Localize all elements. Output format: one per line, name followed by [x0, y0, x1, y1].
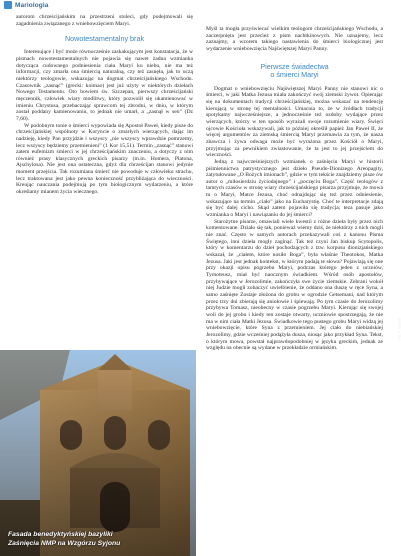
right-intro-paragraph: Myśl ta mogła przyświecać wielkim teologom chrześcijańskiego Wschodu, a zaczerpnięta jest przecież z pism nachtkinowych. Nie uznajemy, lecz zaznajmy, a wzorem takiego nastawienia do śmierci biologicznej jest wydarzenie wniebowzięcia Najświętszej Maryi Panny.: [206, 26, 383, 52]
basilica-photo: [0, 350, 196, 556]
photo-credit: Fot. A. Bialek: [397, 318, 401, 341]
left-intro-paragraph: autorom chrześcijańskim na przestrzeni stuleci, gdy podejmowali się zagadnienia związanego z wniebowzięciem Maryi.: [16, 14, 193, 27]
right-paragraph-2: Jedną z najwcześniejszych wzmianek o zaśnięciu Maryi w historii piśmiennictwa patrystycznego jest dzieło Pseudo-Dionizego Areopagity, zatytułowane „O Bożych imionach”, gdzie w tym tekście znajdziemy pisze ów autor o „miłosierdziu życiodajnego” i „poczęciu Boga”. Część teologów z tamtych czasów w stronę wiary chrześcijańskiego pisarza przyjmuje, że mowa tu o Maryi, Matce Jezusa, choć odnajdując się też przez odniesienie, wskazujące na termin „ciało” jako na Eucharystię. Choć te interpretacje zdają się być dalej cicho. Skąd zatem pojawiła się tradycja; teza pasuje jako wzmianka o Maryi i nawiązaniu do jej śmierci?: [206, 158, 383, 219]
section-label: Mariologia: [15, 1, 49, 9]
photo-caption: [8, 531, 120, 548]
basilica-illustration: [0, 350, 196, 556]
section-square-icon: [4, 1, 12, 9]
right-paragraph-3: Starożytne pisarze, omawiali wiele kwestii z różne dzieła były przez nich komentowane. Działo się tak, ponieważ wiemy dziś, że niektórzy z nich mogli nie znać. Często w samych autorach przekazywali coś z kanonu Pisma Świętego, inni dzieła mogły zaginąć. Tak też czyni Jan biskup Scytopolis, który w komentarzu do dzieł pochodzących z tzw. korpusu dionizjańskiego wskazał, że „ciałem, które nosiło Boga”, była właśnie Theotokos, Matka Jezusa. Jaki jest jednak kontekst, w którym padają te słowa? Pojawiają się one przy okazji opisu pogrzebu Maryi, podczas którego jeden z uczniów, Tymoteusz, miał być naocznym świadkiem. Wśród osób apostołów, przybywające w Jerozolimie, zakończyła swe życie ziemskie. Zebrani wokół niej Judzie mogli zobaczyć uwielbienie, że oddano ona duszę w ręce Syna, a samo zaśnięte Zostaje złożona do grobu w ogrodzie Getsemani, nad którym przez trzy dni zbierają się aniołowie i śpiewają. Po tym czasie do Jerozolimy przybywa Tomasz, nieobecny w czasie pogrzebu Maryi. Kierując się swojej woli do jej grobu i kiedy ten zostaje otwarty, uczniowie spostrzegają, że nie ma w nim ciała Matki Jezusa. Świadkowie tego pustego grobu Maryi widzą jej wniebowzięcie, które Syna z przemieniem. Jej ciało do niebiańskiej Jerozolimy, gdzie wcześniej podążyła dusza, niosąc jako przykład Syna. Tekst, o którym mowa, powstał najprawdopodobniej w języku greckim, jednak ze względu na obecnie są wydane w przekładzie ormiańskim.: [206, 218, 383, 352]
left-column: [16, 14, 193, 196]
photo-caption-line-2: Zaśnięcia NMP na Wzgórzu Syjonu: [8, 539, 121, 547]
photo-caption-line-1: Fasada benedyktyńskiej bazyliki: [8, 531, 113, 539]
right-section-heading: [206, 63, 383, 79]
right-heading-line-2: o śmierci Maryi: [270, 69, 319, 79]
right-column: [206, 26, 383, 352]
right-heading-line-1: Pierwsze świadectwa: [260, 61, 329, 71]
section-header: [0, 0, 400, 10]
left-section-heading: Nowotestamentalny brak: [64, 34, 145, 44]
left-paragraph-1: Interesujące i być może równocześnie zaskakującym jest konstatacja, że w pismach nowotestamentalnych nie pojawia się nawet żadna wzmianka dotycząca cudownego podniesienia ciała Maryi ku niebu, nie ma też informacji, czy zmarła ona śmiercią naturalną, czy też zasnęła, jak to uczą niektórzy teologowie, wskazując na dogmat chrześcijańskiego Wschodu. Czasownik „zasnąć” (grecki: koimao) jest już użyty w niektórych dziełach Nowego Testamentu. Oto bowiem św. Szczepan, pierwszy chrześcijański męczennik, człowiek wiary modlitwy, który pozwolił się ukamienować w imieniu Chrystusa, przebaczając sprawcom tej zbrodni, w dniu, w którym został poddany kamienowaniu, to jednak nie umarł, a „zasnął w sen” (Dz 7,60).: [16, 49, 193, 122]
right-paragraph-1: Dogmat o wniebowzięciu Najświętszej Maryi Panny nie stanowi nic o śmierci, w jaki Matka Jezusa miała zakończyć swój ziemski żywot. Opierając się na dokumentach tradycji chrześcijańskiej, można wskazać na tendencję kierującą w stronę tej mentalności. Umacnia to, że w źródłach tradycji spotykamy najwcześniejsze, a jednocześnie też ozdoby wydające przez wierzących, którzy w ten sposób wyrażali swoje rozumienie wiary. Święci ojcowie Kościoła wskazywali, jak to później określił papież Jan Paweł II, że więcej argumentów za ziemską śmiercią Maryi przemawia za tym, że nasza zbawcza i żywa odwaga może być wyrażona przez Kościół o Maryi, przyjmując za pewnikiem zwiastowanie, że ta jest to jej przejściem do wieczności.: [206, 85, 383, 159]
left-paragraph-2: W podobnym tonie o śmierci wypowiada się Apostoł Paweł, kiedy pisze do chrześcijańskiej wspólnoty w Koryncie o zmarłych wierzących, dając im nadzieję, kiedy Pan przyjdzie i wszyscy „nie wszyscy wprawdzie pomrzemy, lecz wszyscy będziemy przemienieni” (1 Kor 15,51). Termin „zasnąć” stanowi zatem eufemizm śmierci w jej chrześcijańskim znaczeniu, a dotyczy z nim również prasy klasycznych greckich pisarzy (m.in. Homera, Platona, Ajschylosa). Nie jest ona ostateczna, gdyż dla chrześcijan stanowi jedynie moment przejścia. Tak rozumiana śmierć nie powoduje w człowieku strachu, lecz traktowana jest jako pewna konieczność przybliżająca do wieczności. Kreując nauczania podejmują po tym biologicznym wydarzeniu, a które określamy mianem życia wiecznego.: [16, 122, 193, 196]
